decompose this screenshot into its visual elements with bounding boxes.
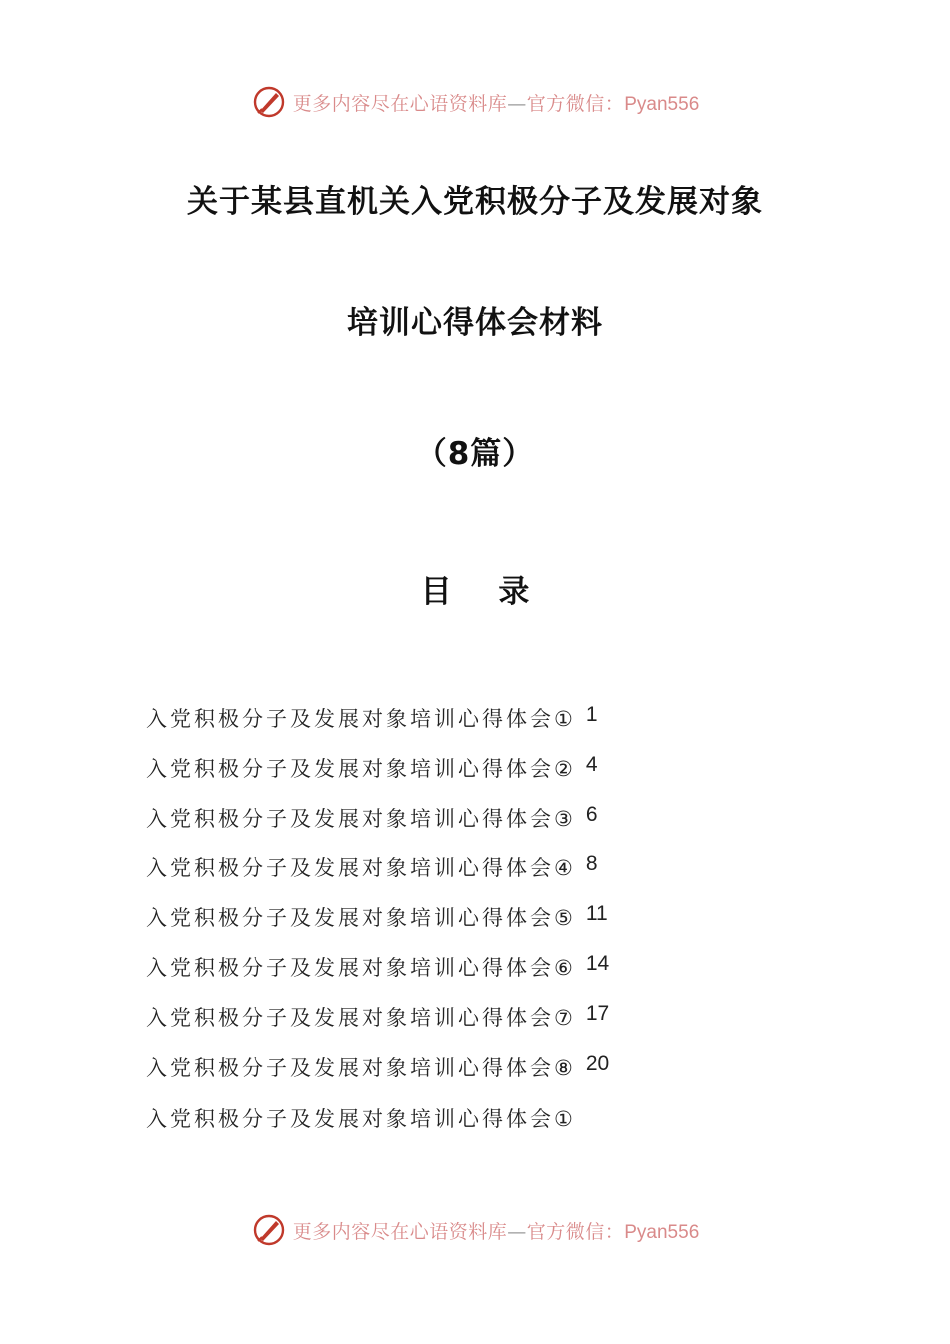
toc-item-label: 入党积极分子及发展对象培训心得体会⑤ <box>146 906 576 931</box>
quill-logo-icon <box>251 84 287 120</box>
quill-logo-icon <box>251 1212 287 1248</box>
toc-item-page: 4 <box>585 752 598 776</box>
toc-item-label: 入党积极分子及发展对象培训心得体会⑧ <box>146 1055 576 1080</box>
watermark-separator: — <box>507 1220 527 1243</box>
document-title-count: （8篇） <box>415 436 535 472</box>
header-watermark <box>0 84 950 120</box>
toc-item-label: 入党积极分子及发展对象培训心得体会③ <box>146 806 576 831</box>
watermark-account: Pyan556 <box>624 93 700 115</box>
watermark-account: Pyan556 <box>624 1221 700 1243</box>
watermark-text: 更多内容尽在心语资料库 <box>292 92 508 115</box>
toc-item[interactable] <box>146 952 609 1002</box>
toc-item[interactable] <box>146 1052 609 1102</box>
watermark-text: 更多内容尽在心语资料库 <box>292 1220 508 1243</box>
toc-item[interactable] <box>146 852 609 902</box>
toc-item-page: 11 <box>585 902 608 926</box>
toc-item-page: 17 <box>585 1001 610 1025</box>
toc-item-page: 6 <box>585 802 598 826</box>
footer-watermark <box>0 1212 950 1248</box>
watermark-suffix: 官方微信： <box>526 1220 625 1243</box>
toc-item-page: 20 <box>585 1051 610 1075</box>
section-heading: 入党积极分子及发展对象培训心得体会① <box>146 1107 576 1131</box>
toc-item[interactable] <box>146 703 609 753</box>
watermark-separator: — <box>507 92 527 115</box>
toc-item-page: 1 <box>585 703 598 726</box>
toc-item-label: 入党积极分子及发展对象培训心得体会① <box>146 707 576 731</box>
watermark-suffix: 官方微信： <box>526 92 625 115</box>
toc-item[interactable] <box>146 1002 609 1052</box>
toc-item-page: 8 <box>585 852 598 876</box>
document-title-line-2: 培训心得体会材料 <box>347 305 603 341</box>
toc-item[interactable] <box>146 753 609 803</box>
document-title-line-1: 关于某县直机关入党积极分子及发展对象 <box>187 184 763 220</box>
toc-item-label: 入党积极分子及发展对象培训心得体会② <box>146 756 576 781</box>
toc-item-label: 入党积极分子及发展对象培训心得体会④ <box>146 856 576 881</box>
toc-item[interactable] <box>146 902 609 952</box>
toc-item-label: 入党积极分子及发展对象培训心得体会⑥ <box>146 955 576 980</box>
toc-item[interactable] <box>146 803 609 853</box>
table-of-contents <box>146 703 609 1101</box>
toc-heading: 目 录 <box>420 574 548 610</box>
toc-item-label: 入党积极分子及发展对象培训心得体会⑦ <box>146 1005 576 1030</box>
toc-item-page: 14 <box>585 951 610 975</box>
